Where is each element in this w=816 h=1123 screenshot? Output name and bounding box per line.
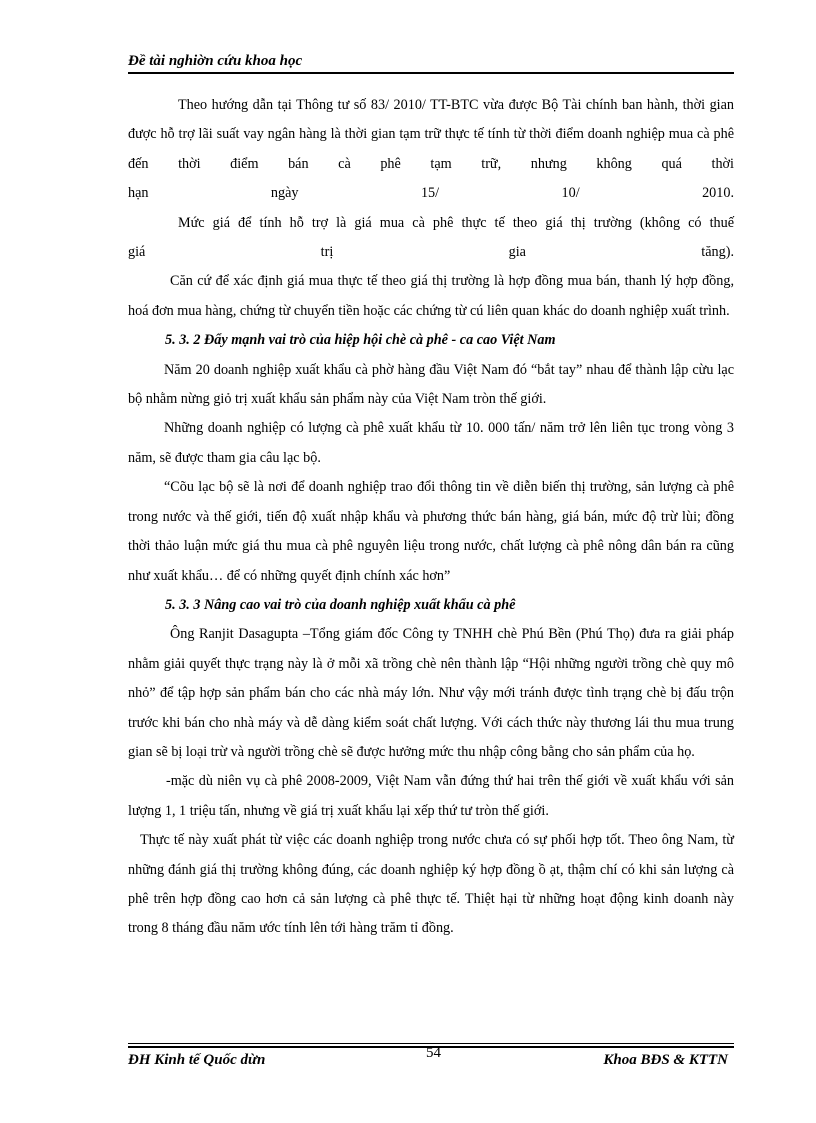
paragraph-1-lines-1: Theo hướng dẫn tại Thông tư số 83/ 2010/ TT-BTC vừa được Bộ Tài chính ban hành, thời gian được hỗ trợ lãi suất vay ngân hàng là thời gian tạm trữ thực tế tính từ thời điểm doanh nghiệp mua cà phê đến thời điểm bán cà phê tạm trữ, nhưng không quá thời — [128, 97, 734, 172]
section-heading-5-3-2: 5. 3. 2 Đẩy mạnh vai trò của hiệp hội chè cà phê - ca cao Việt Nam — [165, 332, 556, 349]
paragraph-1-line-4: hạn ngày 15/ 10/ 2010. — [128, 185, 734, 202]
paragraph-2-line-2: giá trị gia tăng). — [128, 244, 734, 261]
footer-rule — [128, 1043, 734, 1044]
paragraph-4: Năm 20 doanh nghiệp xuất khẩu cà phờ hàng đầu Việt Nam đó “bắt tay” nhau để thành lập cừu lạc bộ nhằm nừng giỏ trị xuất khẩu sản phẩm này của Việt Nam tròn thế giới. — [128, 361, 734, 408]
paragraph-7: Ông Ranjit Dasagupta –Tổng giám đốc Công ty TNHH chè Phú Bền (Phú Thọ) đưa ra giải pháp nhằm giải quyết thực trạng này là ở mỗi xã trồng chè nên thành lập “Hội những người trồng chè quy mô nhỏ” để tập hợp sản phẩm bán cho các nhà máy lớn. Như vậy mới tránh được tình trạng chè bị đấu trộn trước khi bán cho nhà máy và dễ dàng kiểm soát chất lượng. Với cách thức này thương lái thu mua trung gian sẽ bị loại trừ và người trồng chè sẽ được hưởng mức thu nhập công bằng cho sản phẩm của họ. — [128, 626, 734, 760]
paragraph-2-line-1: Mức giá để tính hỗ trợ là giá mua cà phê thực tế theo giá thị trường (không có thuế — [178, 214, 734, 231]
section-heading-5-3-3: 5. 3. 3 Nâng cao vai trò của doanh nghiệp xuất khẩu cà phê — [165, 596, 516, 613]
paragraph-8: -mặc dù niên vụ cà phê 2008-2009, Việt Nam vẫn đứng thứ hai trên thế giới về xuất khẩu với sản lượng 1, 1 triệu tấn, nhưng về giá trị xuất khẩu lại xếp thứ tư tròn thế giới. — [128, 773, 734, 819]
page-number: 54 — [426, 1045, 441, 1061]
document-body — [128, 91, 734, 944]
paragraph-3: Căn cứ để xác định giá mua thực tế theo giá thị trường là hợp đồng mua bán, thanh lý hợp đồng, hoá đơn mua hàng, chứng từ chuyển tiền hoặc các chứng từ cú liên quan khác do doanh nghiệp xuất trình. — [128, 273, 734, 319]
header-title: Đề tài nghiờn cứu khoa học — [128, 53, 303, 69]
footer-university: ĐH Kinh tế Quốc dừn — [128, 1052, 266, 1068]
header-rule — [128, 72, 734, 74]
page-header — [128, 52, 734, 70]
paragraph-9: Thực tế này xuất phát từ việc các doanh nghiệp trong nước chưa có sự phối hợp tốt. Theo ông Nam, từ những đánh giá thị trường không đúng, các doanh nghiệp ký hợp đồng ồ ạt, thậm chí có khi sản lượng cà phê trên hợp đồng cao hơn cả sản lượng cà phê thực tế. Thiệt hại từ những hoạt động kinh doanh này trong 8 tháng đầu năm ước tính lên tới hàng trăm tỉ đồng. — [128, 832, 734, 937]
paragraph-5: Những doanh nghiệp có lượng cà phê xuất khẩu từ 10. 000 tấn/ năm trở lên liên tục trong vòng 3 năm, sẽ được tham gia câu lạc bộ. — [128, 420, 734, 466]
footer-faculty: Khoa BĐS & KTTN — [603, 1052, 728, 1068]
paragraph-6: “Cõu lạc bộ sẽ là nơi để doanh nghiệp trao đổi thông tin về diễn biến thị trường, sản lượng cà phê trong nước và thế giới, tiến độ xuất nhập khẩu và phương thức bán hàng, giá bán, mức độ trừ lùi; đồng thời thảo luận mức giá thu mua cà phê nguyên liệu trong nước, chất lượng cà phê nông dân bán ra cũng như xuất khẩu… để có những quyết định chính xác hơn” — [128, 479, 734, 584]
